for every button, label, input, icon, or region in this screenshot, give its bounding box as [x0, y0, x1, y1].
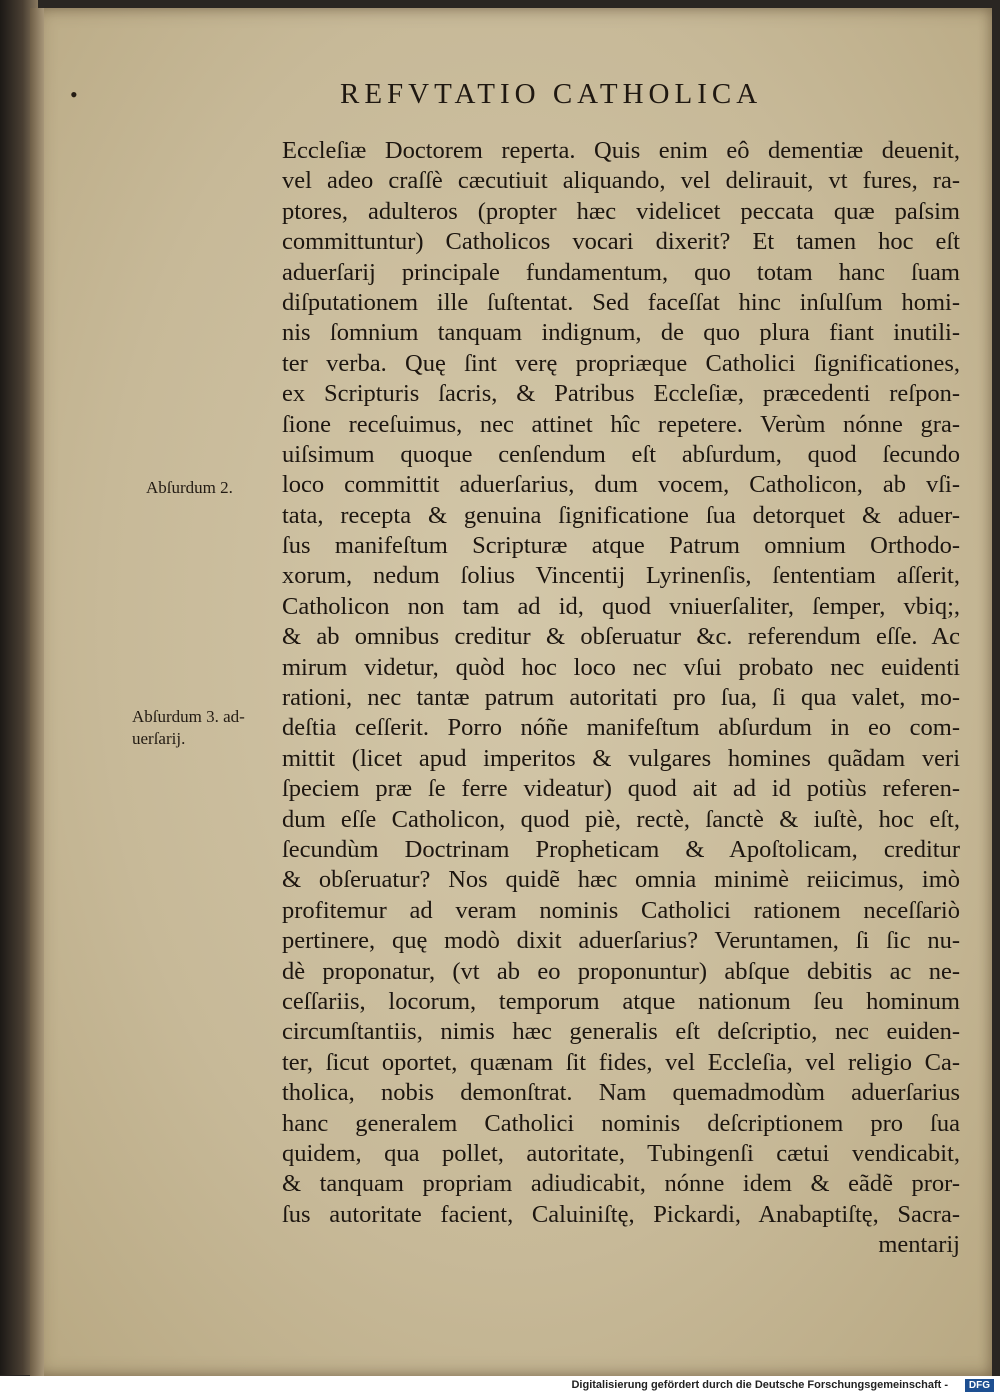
text-line: deſtia ceſſerit. Porro nóñe manifeſtum abſurdum in eo com-	[282, 714, 960, 742]
text-line: dè proponatur, (vt ab eo proponuntur) abſque debitis ac ne-	[282, 957, 960, 985]
text-line: hanc generalem Catholici nominis deſcriptionem pro ſua	[282, 1109, 960, 1137]
text-line: ter verba. Quę ſint verę propriæque Catholici ſignificationes,	[282, 349, 960, 377]
text-line: ter, ſicut oportet, quænam ſit fides, vel Eccleſia, vel religio Ca-	[282, 1048, 960, 1076]
text-line: rationi, nec tantæ patrum autoritati pro ſua, ſi qua valet, mo-	[282, 684, 960, 712]
text-line: ptores, adulteros (propter hæc videlicet peccata quæ paſsim	[282, 197, 960, 225]
text-line: tata, recepta & genuina ſignificatione ſua detorquet & aduer-	[282, 501, 960, 529]
text-line: ceſſariis, locorum, temporum atque nationum ſeu hominum	[282, 987, 960, 1015]
text-line: vel adeo craſſè cæcutiuit aliquando, vel delirauit, vt fures, ra-	[282, 167, 960, 195]
text-line: committuntur) Catholicos vocari dixerit? Et tamen hoc eſt	[282, 228, 960, 256]
text-line: nis ſomnium tanquam indignum, de quo plura fiant inutili-	[282, 319, 960, 347]
text-line: ſecundùm Doctrinam Propheticam & Apoſtolicam, creditur	[282, 835, 960, 863]
text-line: pertinere, quę modò dixit aduerſarius? Veruntamen, ſi ſic nu-	[282, 927, 960, 955]
text-line: aduerſarij principale fundamentum, quo totam hanc ſuam	[282, 258, 960, 286]
text-line: ſus autoritate facient, Caluiniſtę, Pickardi, Anabaptiſtę, Sacra-	[282, 1200, 960, 1228]
margin-note-absurdum-3: Abſurdum 3. ad- uerſarij.	[132, 707, 245, 748]
catchword: mentarij	[878, 1231, 960, 1259]
text-line: Catholicon non tam ad id, quod vniuerſaliter, ſemper, vbiq;,	[282, 592, 960, 620]
text-line: ſus manifeſtum Scripturæ atque Patrum omnium Orthodo-	[282, 532, 960, 560]
text-line: circumſtantiis, nimis hæc generalis eſt deſcriptio, nec euiden-	[282, 1018, 960, 1046]
text-line: & obſeruatur? Nos quidẽ hæc omnia minimè reiicimus, imò	[282, 866, 960, 894]
margin-note-absurdum-2: Abſurdum 2.	[146, 478, 233, 497]
text-line: uiſsimum quoque cenſendum eſt abſurdum, quod ſecundo	[282, 440, 960, 468]
footer-credit: Digitalisierung gefördert durch die Deutsche Forschungsgemeinschaft -	[571, 1379, 948, 1391]
text-line: & tanquam propriam adiudicabit, nónne idem & eãdẽ pror-	[282, 1170, 960, 1198]
text-line: ſpeciem præ ſe ferre videatur) quod ait ad id potiùs referen-	[282, 775, 960, 803]
text-line: ſione receſuimus, nec attinet hîc repetere. Verùm nónne gra-	[282, 410, 960, 438]
text-line: loco committit aduerſarius, dum vocem, Catholicon, ab vſi-	[282, 471, 960, 499]
text-line: & ab omnibus creditur & obſeruatur &c. referendum eſſe. Ac	[282, 623, 960, 651]
text-line: xorum, nedum ſolius Vincentij Lyrinenſis, ſententiam aſſerit,	[282, 562, 960, 590]
page-gutter	[30, 8, 44, 1376]
text-line: tholica, nobis demonſtrat. Nam quemadmodùm aduerſarius	[282, 1079, 960, 1107]
text-line: profitemur ad veram nominis Catholici rationem neceſſariò	[282, 896, 960, 924]
text-line: ex Scripturis ſacris, & Patribus Eccleſiæ, præcedenti reſpon-	[282, 380, 960, 408]
page-mark: •	[70, 82, 78, 107]
text-line: diſputationem ille ſuſtentat. Sed faceſſat hinc inſulſum homi-	[282, 288, 960, 316]
text-line: Eccleſiæ Doctorem reperta. Quis enim eô dementiæ deuenit,	[282, 137, 960, 164]
body-text	[282, 136, 960, 1260]
text-line: quidem, qua pollet, autoritate, Tubingenſi cætui vendicabit,	[282, 1139, 960, 1167]
text-line: mirum videtur, quòd hoc loco nec vſui probato nec euidenti	[282, 653, 960, 681]
running-head: REFVTATIO CATHOLICA	[340, 78, 763, 110]
dfg-logo: DFG	[965, 1379, 994, 1392]
text-line: mittit (licet apud imperitos & vulgares homines quãdam veri	[282, 744, 960, 772]
text-line: dum eſſe Catholicon, quod piè, rectè, ſanctè & iuſtè, hoc eſt,	[282, 805, 960, 833]
